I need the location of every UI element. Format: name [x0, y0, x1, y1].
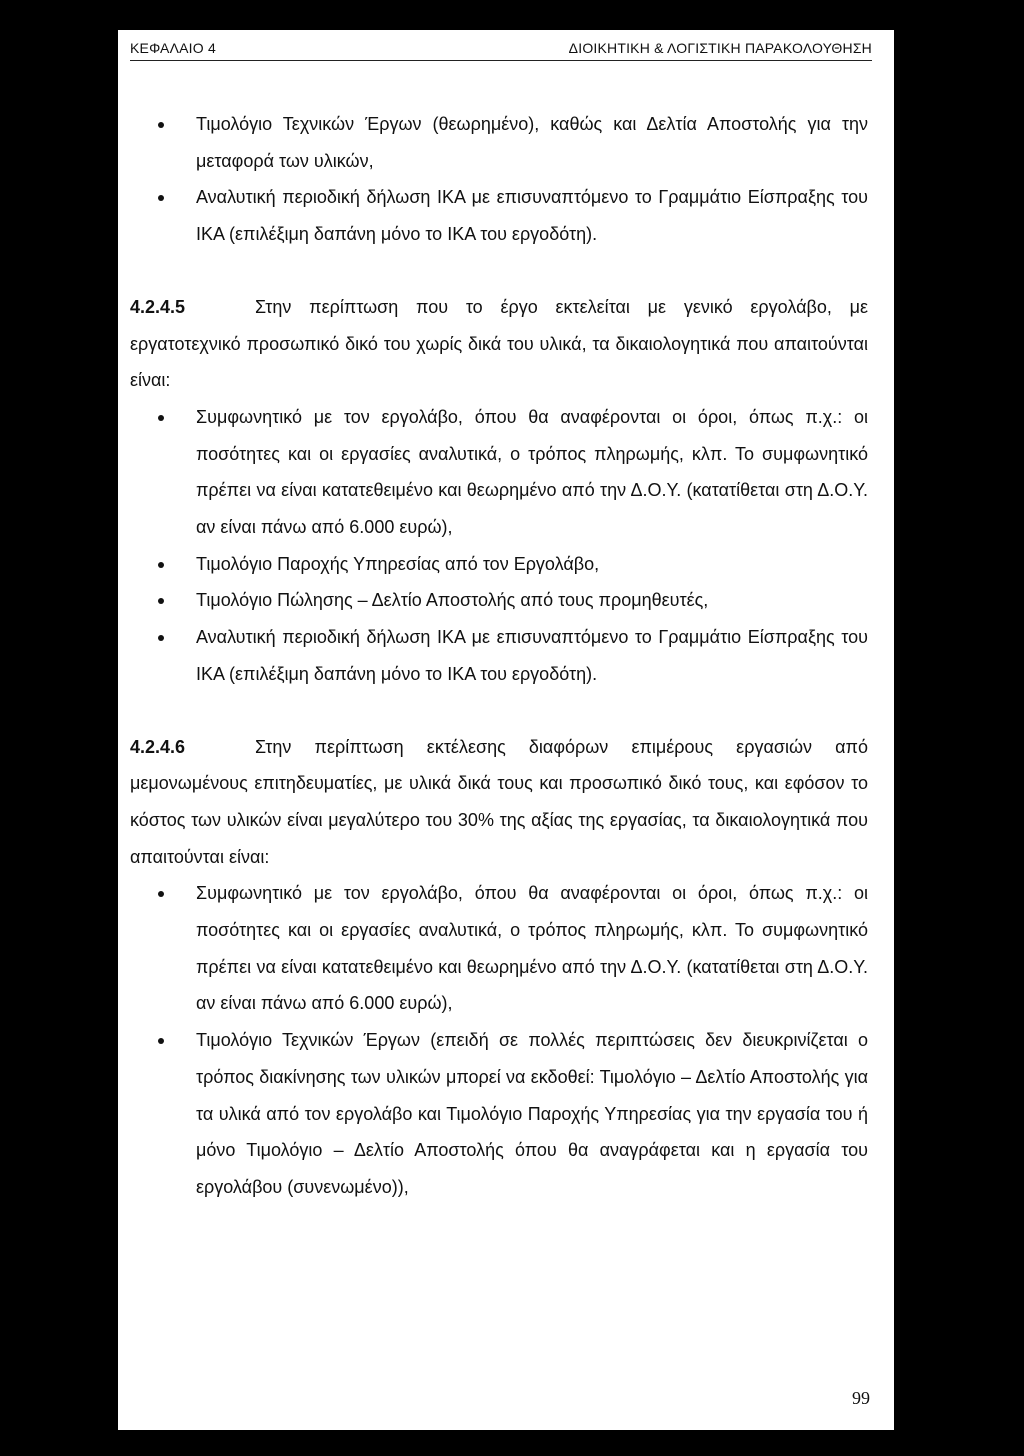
- section-title: ΔΙΟΙΚΗΤΙΚΗ & ΛΟΓΙΣΤΙΚΗ ΠΑΡΑΚΟΛΟΥΘΗΣΗ: [568, 40, 872, 56]
- spacer: [130, 693, 868, 729]
- list-item: Αναλυτική περιοδική δήλωση ΙΚΑ με επισυναπτόμενο το Γραμμάτιο Είσπραξης του ΙΚΑ (επιλέξιμη δαπάνη μόνο το ΙΚΑ του εργοδότη).: [130, 619, 868, 692]
- section-text: Στην περίπτωση που το έργο εκτελείται με γενικό εργολάβο, με εργατοτεχνικό προσωπικό δικό του χωρίς δικά του υλικά, τα δικαιολογητικά που απαιτούνται είναι:: [130, 296, 868, 391]
- page-number: 99: [852, 1388, 870, 1408]
- section-4-2-4-6: [130, 729, 868, 876]
- list-item: Συμφωνητικό με τον εργολάβο, όπου θα αναφέρονται οι όροι, όπως π.χ.: οι ποσότητες και οι εργασίες αναλυτικά, ο τρόπος πληρωμής, κλπ. Το συμφωνητικό πρέπει να είναι κατατεθειμένο και θεωρημένο από την Δ.Ο.Υ. (κατατίθεται στη Δ.Ο.Υ. αν είναι πάνω από 6.000 ευρώ),: [130, 399, 868, 546]
- list-item: Τιμολόγιο Τεχνικών Έργων (θεωρημένο), καθώς και Δελτία Αποστολής για την μεταφορά των υλικών,: [130, 106, 868, 179]
- running-header: [130, 38, 872, 60]
- list-item: Αναλυτική περιοδική δήλωση ΙΚΑ με επισυναπτόμενο το Γραμμάτιο Είσπραξης του ΙΚΑ (επιλέξιμη δαπάνη μόνο το ΙΚΑ του εργοδότη).: [130, 179, 868, 252]
- page-body: [130, 106, 868, 1206]
- list-item: Τιμολόγιο Πώλησης – Δελτίο Αποστολής από τους προμηθευτές,: [130, 582, 868, 619]
- header-rule: [130, 60, 872, 61]
- spacer: [130, 253, 868, 289]
- list-item: Τιμολόγιο Τεχνικών Έργων (επειδή σε πολλές περιπτώσεις δεν διευκρινίζεται ο τρόπος διακίνησης των υλικών μπορεί να εκδοθεί: Τιμολόγιο – Δελτίο Αποστολής για τα υλικά από τον εργολάβο και Τιμολόγιο Παροχής Υπηρεσίας για την εργασία του ή μόνο Τιμολόγιο – Δελτίο Αποστολής όπου θα αναγράφεται και η εργασία του εργολάβου (συνενωμένο)),: [130, 1022, 868, 1206]
- section-number: 4.2.4.6: [130, 736, 186, 757]
- document-page: [118, 30, 894, 1430]
- chapter-label: ΚΕΦΑΛΑΙΟ 4: [130, 40, 216, 56]
- list-item: Τιμολόγιο Παροχής Υπηρεσίας από τον Εργολάβο,: [130, 546, 868, 583]
- section-number: 4.2.4.5: [130, 296, 186, 317]
- list-item: Συμφωνητικό με τον εργολάβο, όπου θα αναφέρονται οι όροι, όπως π.χ.: οι ποσότητες και οι εργασίες αναλυτικά, ο τρόπος πληρωμής, κλπ. Το συμφωνητικό πρέπει να είναι κατατεθειμένο και θεωρημένο από την Δ.Ο.Υ. (κατατίθεται στη Δ.Ο.Υ. αν είναι πάνω από 6.000 ευρώ),: [130, 875, 868, 1022]
- section-text: Στην περίπτωση εκτέλεσης διαφόρων επιμέρους εργασιών από μεμονωμένους επιτηδευματίες, με υλικά δικά τους και προσωπικό δικό τους, και εφόσον το κόστος των υλικών είναι μεγαλύτερο του 30% της αξίας της εργασίας, τα δικαιολογητικά που απαιτούνται είναι:: [130, 736, 868, 867]
- section-4-2-4-5: [130, 289, 868, 399]
